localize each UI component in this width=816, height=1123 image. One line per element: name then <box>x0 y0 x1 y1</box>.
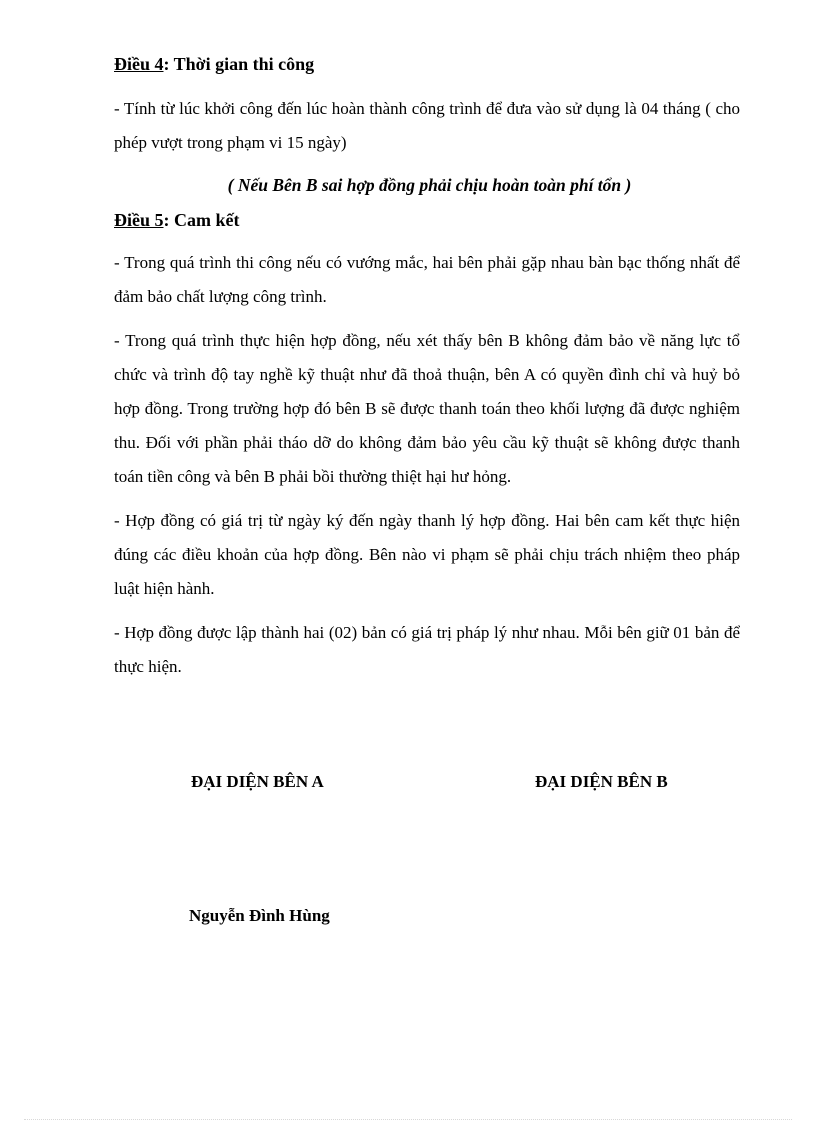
article-5-paragraph-4: - Hợp đồng được lập thành hai (02) bản có giá trị pháp lý như nhau. Mỗi bên giữ 01 bản để thực hiện. <box>114 623 740 676</box>
article-4-number: Điều 4 <box>114 54 164 74</box>
party-a-representative: ĐẠI DIỆN BÊN A <box>191 772 324 791</box>
document-body <box>114 48 740 684</box>
article-5-number: Điều 5 <box>114 210 164 230</box>
party-b-representative: ĐẠI DIỆN BÊN B <box>535 772 668 791</box>
article-4-title: : Thời gian thi công <box>163 54 315 74</box>
article-5-heading <box>114 204 740 236</box>
signature-row <box>0 772 816 798</box>
article-4-heading <box>114 48 740 80</box>
article-5-paragraph-3: - Hợp đồng có giá trị từ ngày ký đến ngày thanh lý hợp đồng. Hai bên cam kết thực hiện đúng các điều khoản của hợp đồng. Bên nào vi phạm sẽ phải chịu trách nhiệm theo pháp luật hiện hành. <box>114 511 740 598</box>
article-5-title: : Cam kết <box>163 210 240 230</box>
article-4-paragraph: - Tính từ lúc khởi công đến lúc hoàn thành công trình để đưa vào sử dụng là 04 tháng ( cho phép vượt trong phạm vi 15 ngày) <box>114 99 740 152</box>
article-5-paragraph-2: - Trong quá trình thực hiện hợp đồng, nếu xét thấy bên B không đảm bảo về năng lực tổ chức và trình độ tay nghề kỹ thuật như đã thoả thuận, bên A có quyền đình chỉ và huỷ bỏ hợp đồng. Trong trường hợp đó bên B sẽ được thanh toán theo khối lượng đã được nghiệm thu. Đối với phần phải tháo dỡ do không đảm bảo yêu cầu kỹ thuật sẽ không được thanh toán tiền công và bên B phải bồi thường thiệt hại hư hỏng. <box>114 331 740 486</box>
article-4-note: ( Nếu Bên B sai hợp đồng phải chịu hoàn toàn phí tổn ) <box>227 175 632 195</box>
page-bottom-border <box>24 1119 792 1120</box>
article-5-paragraph-1: - Trong quá trình thi công nếu có vướng mắc, hai bên phải gặp nhau bàn bạc thống nhất để đảm bảo chất lượng công trình. <box>114 253 740 306</box>
party-a-signer-name: Nguyễn Đình Hùng <box>189 906 330 925</box>
